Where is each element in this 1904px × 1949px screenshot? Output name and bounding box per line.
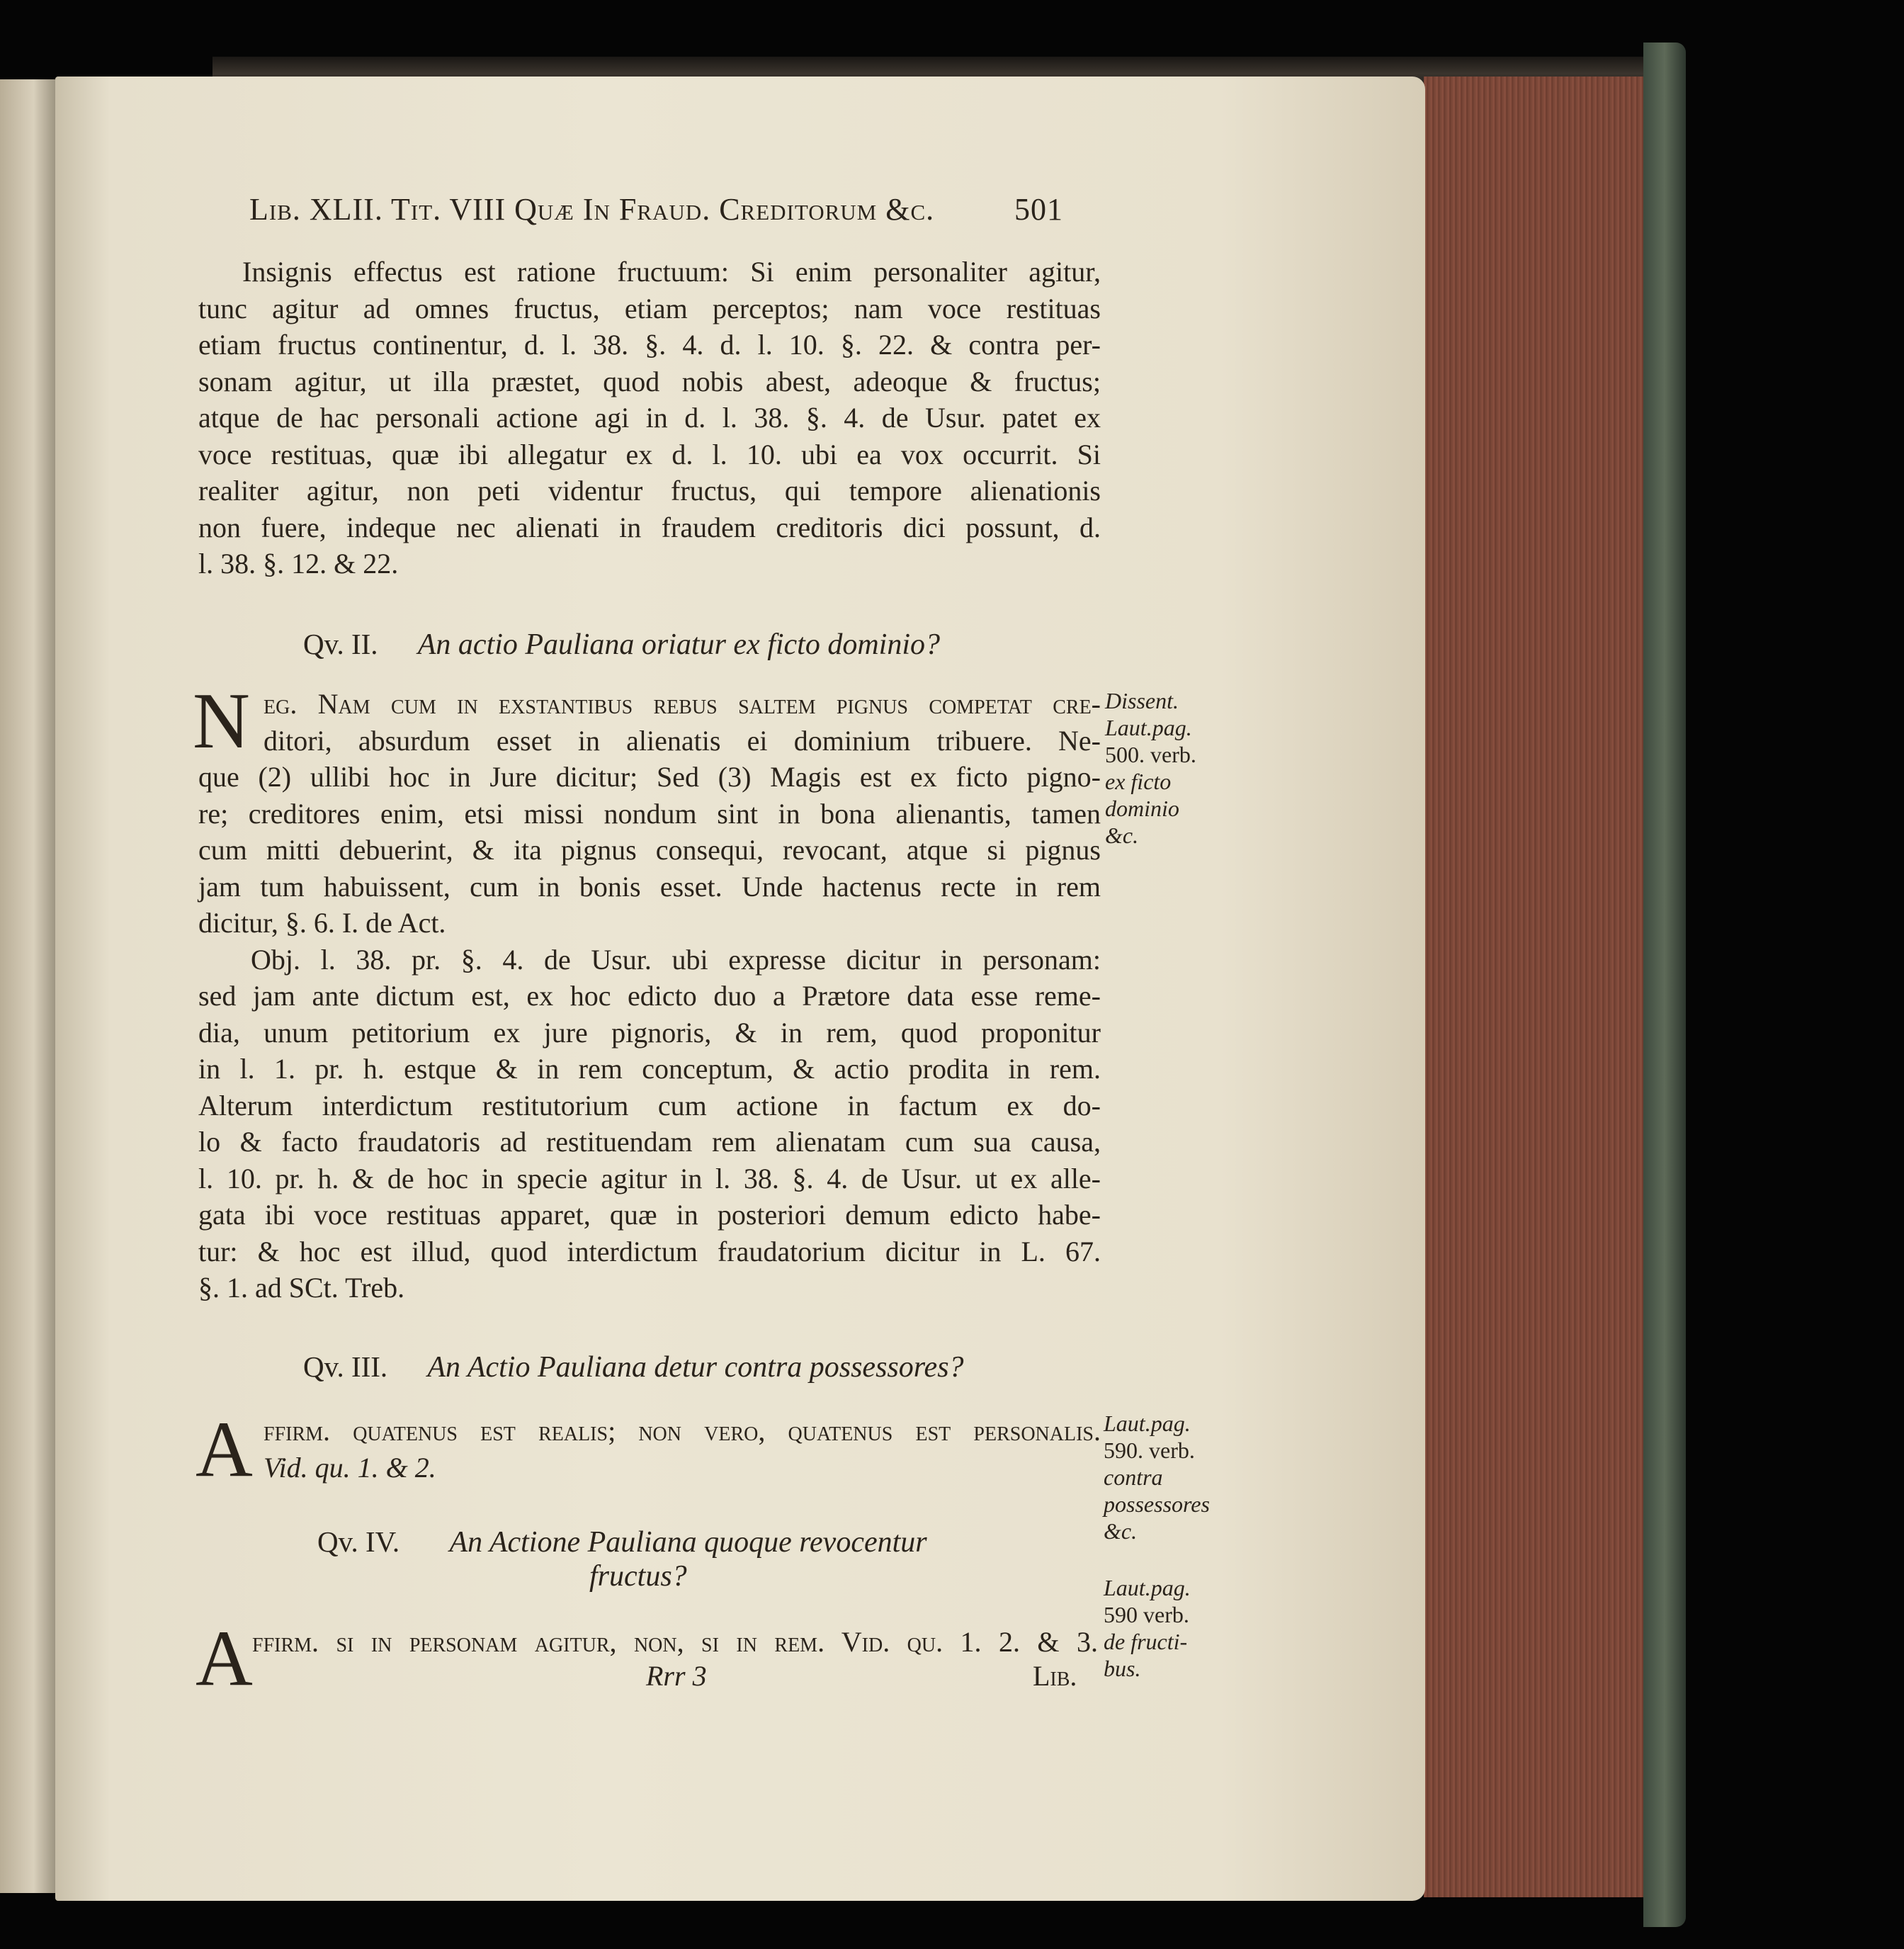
margin-note-2 [1105,687,1196,849]
question-2-heading [303,627,940,662]
text-line: tunc agitur ad omnes fructus, etiam perceptos; nam voce restituas [198,292,1101,324]
text-line: que (2) ullibi hoc in Jure dicitur; Sed (3) Magis est ex ficto pigno- [198,761,1101,793]
margin-line: &c. [1105,823,1139,848]
question-text: An actio Pauliana oriatur ex ficto dominio? [417,628,941,661]
question-label: Qv. III. [303,1350,388,1383]
text-line: ffirm. si in personam agitur, non, si in rem. Vid. qu. 1. 2. & 3. [252,1626,1098,1658]
margin-line: contra [1104,1464,1163,1490]
text-line: §. 1. ad SCt. Treb. [198,1272,405,1304]
text-line: lo & facto fraudatoris ad restituendam rem alienatam cum sua causa, [198,1126,1101,1158]
text-line: gata ibi voce restituas apparet, quæ in posteriori demum edicto habe- [198,1199,1101,1231]
question-text: An Actio Pauliana detur contra possessores? [427,1351,964,1384]
text-line: jam tum habuissent, cum in bonis esset. Unde hactenus recte in rem [198,870,1101,903]
margin-line: 500. verb. [1105,742,1196,767]
text-line: in l. 1. pr. h. estque & in rem conceptum, & actio prodita in rem. [198,1053,1101,1085]
margin-line: Laut.pag. [1105,715,1192,740]
text-line: dia, unum petitorium ex jure pignoris, & in rem, quod proponitur [198,1016,1101,1049]
text-line: sonam agitur, ut illa præstet, quod nobis abest, adeoque & fructus; [198,365,1101,397]
catchword: Lib. [1033,1660,1077,1692]
question-4-heading [317,1525,927,1559]
text-line: voce restituas, quæ ibi allegatur ex d. l. 10. ubi ea vox occurrit. Si [198,438,1101,470]
paragraph-1 [198,254,1101,582]
margin-line: bus. [1104,1656,1141,1681]
question-4-answer [252,1624,1098,1661]
margin-line: Laut.pag. [1104,1411,1191,1436]
question-3-answer [264,1413,1101,1486]
book-cover-edge [1643,43,1686,1927]
drop-cap: A [196,1615,253,1702]
text-line: sed jam ante dictum est, ex hoc edicto duo a Prætore data esse reme- [198,980,1101,1012]
margin-line: dominio [1105,796,1179,821]
page-number: 501 [1014,192,1063,227]
question-label: Qv. II. [303,628,378,660]
facing-page-edge [0,79,61,1893]
signature-mark: Rrr 3 [646,1660,707,1692]
text-line: Obj. l. 38. pr. §. 4. de Usur. ubi expresse dicitur in personam: [251,943,1101,976]
text-line: ffirm. quatenus est realis; non vero, quatenus est personalis. [264,1415,1101,1447]
text-line: Alterum interdictum restitutorium cum actione in factum ex do- [198,1089,1101,1122]
drop-cap: N [193,677,250,765]
question-label: Qv. IV. [317,1525,400,1558]
margin-line: ex ficto [1105,769,1172,794]
text-line: non fuere, indeque nec alienati in fraudem creditoris dici possunt, d. [198,511,1101,543]
drop-cap: A [196,1406,253,1493]
text-line: dicitur, §. 6. I. de Act. [198,907,446,939]
margin-line: Dissent. [1105,688,1179,713]
question-text: fructus? [589,1560,687,1593]
text-line: realiter agitur, non peti videntur fructus, qui tempore alienationis [198,475,1101,507]
margin-line: &c. [1104,1518,1138,1544]
text-line: eg. Nam cum in exstantibus rebus saltem pignus competat cre- [264,688,1101,720]
question-text: An Actione Pauliana quoque revocentur [449,1526,927,1559]
text-line: l. 10. pr. h. & de hoc in specie agitur in l. 38. §. 4. de Usur. ut ex alle- [198,1162,1101,1194]
running-header: Lib. XLII. Tit. VIII Quæ In Fraud. Creditorum &c. [249,192,935,227]
margin-line: possessores [1104,1491,1210,1517]
text-line: cum mitti debuerint, & ita pignus consequi, revocant, atque si pignus [198,834,1101,866]
margin-line: 590 verb. [1104,1602,1189,1627]
text-line: ditori, absurdum esset in alienatis ei dominium tribuere. Ne- [264,724,1101,757]
question-4-heading-continued [589,1559,687,1593]
question-2-answer [198,686,1101,1306]
margin-line: Laut.pag. [1104,1575,1191,1600]
margin-note-3 [1104,1410,1210,1544]
text-line: Vid. qu. 1. & 2. [264,1451,436,1484]
book-fore-edge [1424,77,1650,1897]
margin-note-4 [1104,1574,1191,1682]
question-3-heading [303,1350,964,1384]
margin-line: 590. verb. [1104,1437,1195,1463]
text-line: Insignis effectus est ratione fructuum: Si enim personaliter agitur, [242,256,1101,288]
margin-line: de fructi- [1104,1629,1188,1654]
text-line: atque de hac personali actione agi in d. l. 38. §. 4. de Usur. patet ex [198,402,1101,434]
text-line: l. 38. §. 12. & 22. [198,548,399,580]
text-line: tur: & hoc est illud, quod interdictum fraudatorium dicitur in L. 67. [198,1235,1101,1267]
text-line: etiam fructus continentur, d. l. 38. §. 4. d. l. 10. §. 22. & contra per- [198,329,1101,361]
text-line: re; creditores enim, etsi missi nondum sint in bona alienantis, tamen [198,797,1101,830]
